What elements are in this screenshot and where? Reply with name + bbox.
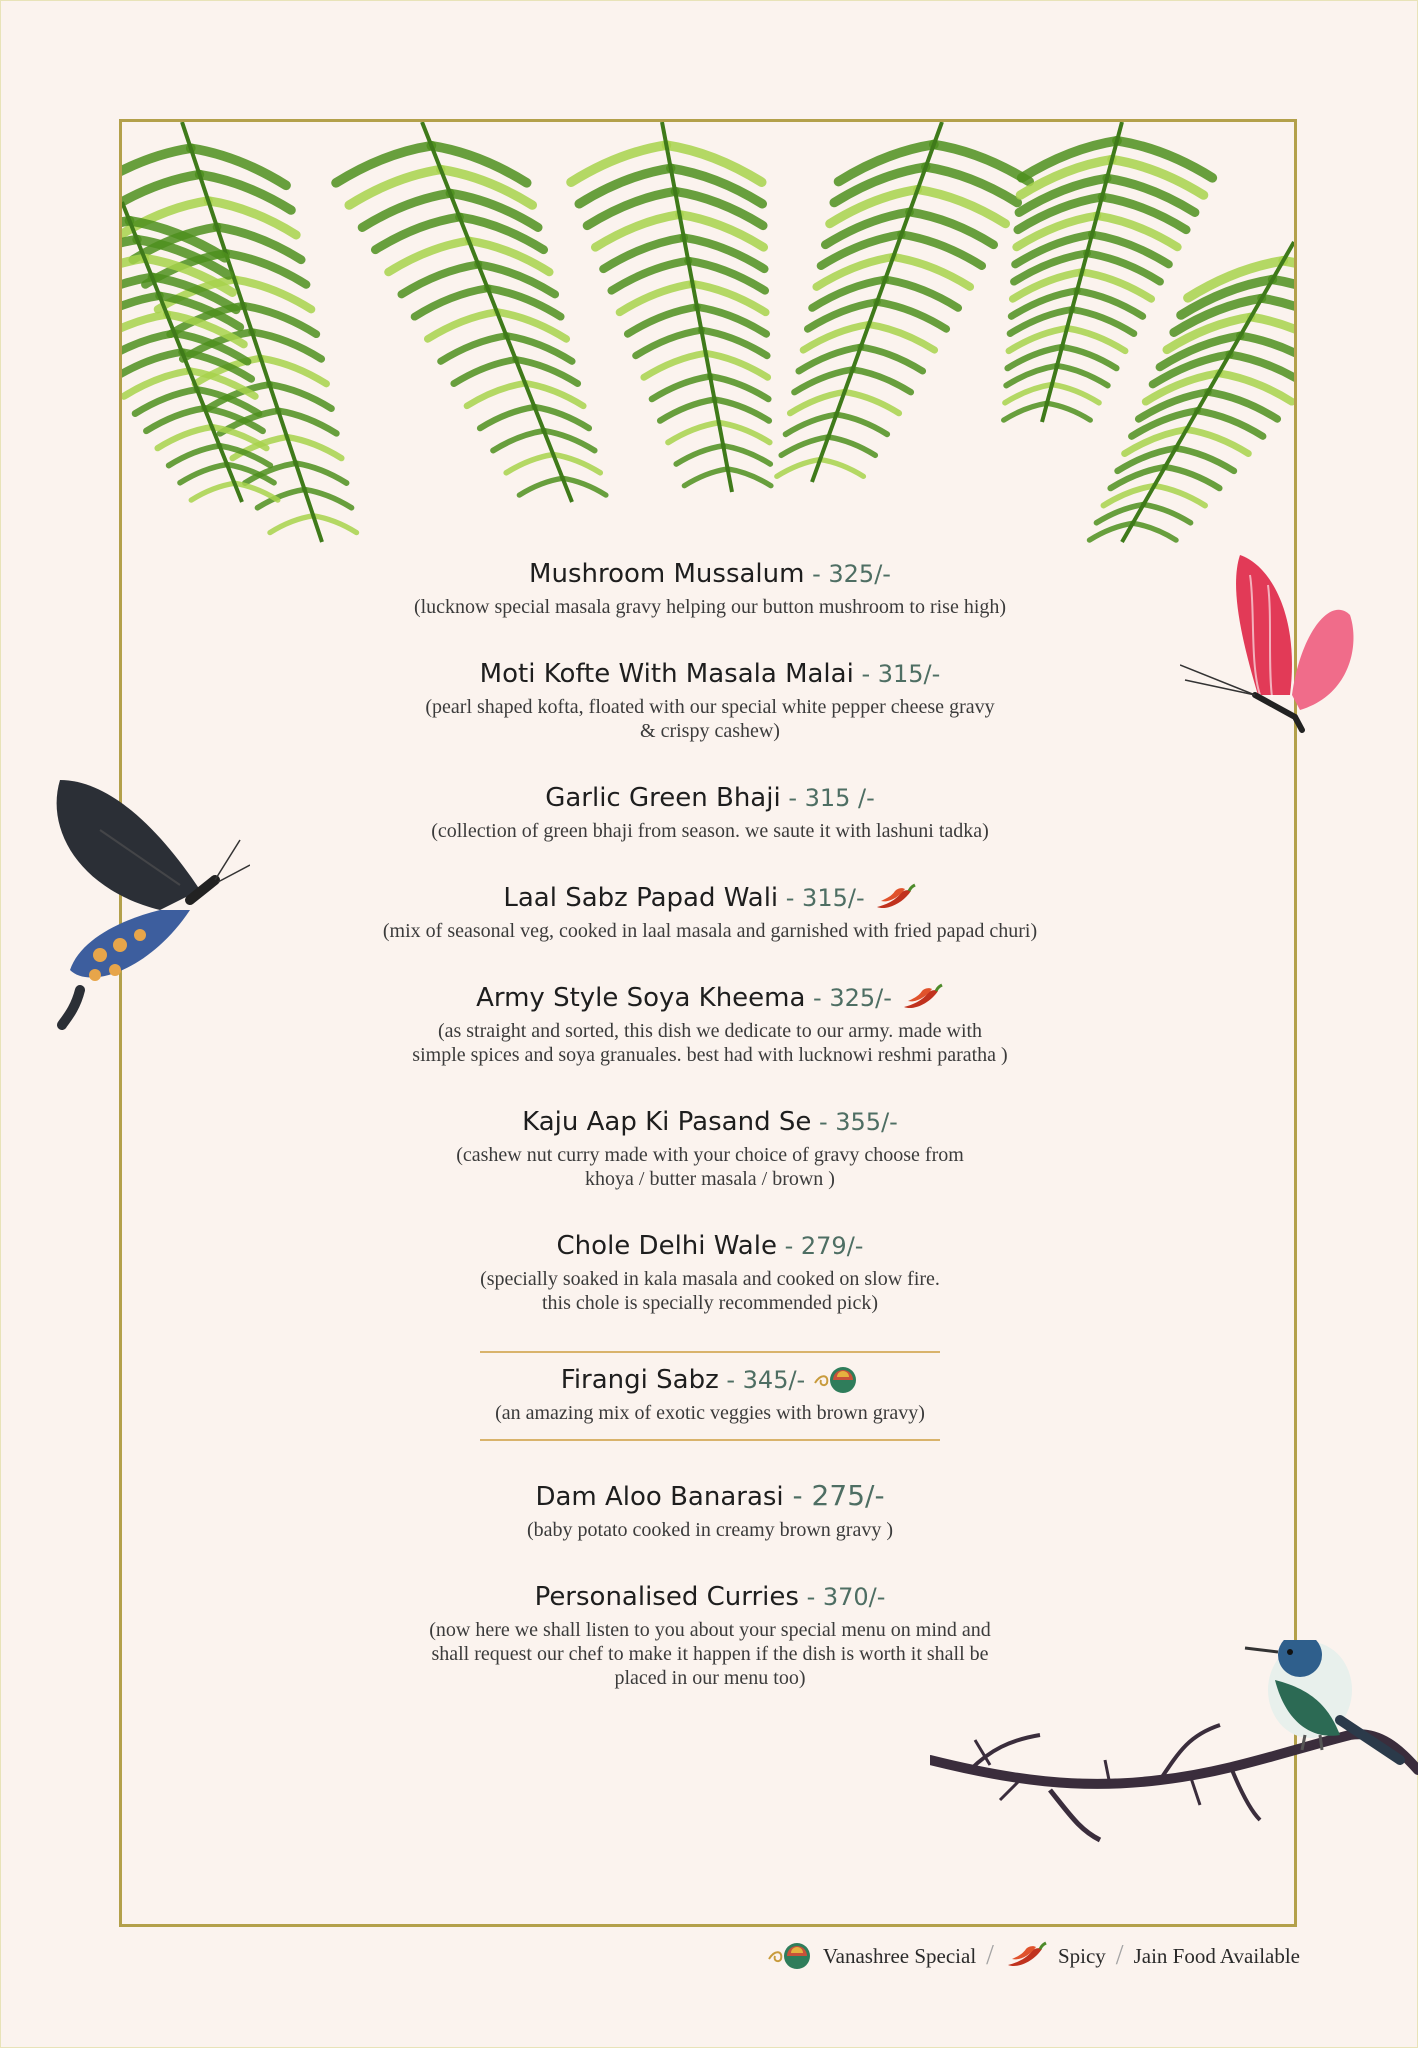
- menu-item-special: [480, 1361, 940, 1425]
- menu-item: [300, 979, 1120, 1067]
- palm-frond: [336, 122, 606, 502]
- item-description: (an amazing mix of exotic veggies with brown gravy): [495, 1402, 925, 1424]
- item-name: Army Style Soya Kheema: [476, 983, 806, 1013]
- item-name: Dam Aloo Banarasi: [535, 1482, 784, 1512]
- legend-separator: /: [1115, 1940, 1124, 1971]
- menu-item: [300, 1103, 1120, 1191]
- menu-item: [300, 655, 1120, 743]
- palm-frond: [1089, 242, 1294, 542]
- item-price: - 279/-: [776, 1232, 864, 1260]
- legend-separator: /: [986, 1940, 994, 1971]
- menu-item: [300, 1578, 1120, 1690]
- menu-item: [300, 1477, 1120, 1542]
- chili-pepper-icon: [900, 983, 944, 1013]
- legend: [767, 1940, 1300, 1972]
- legend-jain-label: Jain Food Available: [1133, 1943, 1300, 1968]
- item-name: Laal Sabz Papad Wali: [503, 883, 779, 913]
- vanashree-leaf-icon: [813, 1365, 859, 1395]
- menu-item: [300, 779, 1120, 843]
- item-price: - 355/-: [811, 1108, 898, 1136]
- palm-frond: [571, 122, 771, 492]
- vanashree-leaf-icon: [767, 1941, 813, 1971]
- palm-frond: [122, 202, 278, 502]
- palm-frond: [1004, 122, 1213, 422]
- item-price: - 315/-: [778, 884, 865, 912]
- item-description: (collection of green bhaji from season. we saute it with lashuni tadka): [431, 820, 989, 842]
- blue-butterfly-illustration: [40, 770, 250, 1030]
- item-description: (baby potato cooked in creamy brown gravy ): [527, 1519, 893, 1541]
- chili-pepper-icon: [1004, 1941, 1048, 1971]
- menu-item: [300, 1227, 1120, 1315]
- item-price: - 370/-: [798, 1583, 886, 1611]
- item-description: (mix of seasonal veg, cooked in laal masala and garnished with fried papad churi): [382, 920, 1038, 942]
- menu-list: [300, 555, 1120, 1726]
- chili-pepper-icon: [873, 883, 917, 913]
- palm-frond: [777, 122, 1029, 482]
- item-price: - 325/-: [804, 560, 891, 588]
- item-description: (cashew nut curry made with your choice of gravy choose from khoya / butter masala / brown ): [456, 1144, 964, 1190]
- item-name: Mushroom Mussalum: [529, 559, 805, 589]
- item-name: Moti Kofte With Masala Malai: [479, 659, 854, 689]
- item-price: - 315 /-: [780, 784, 875, 812]
- palm-frond: [122, 122, 357, 542]
- item-name: Chole Delhi Wale: [556, 1231, 777, 1261]
- item-price: - 345/-: [718, 1366, 806, 1394]
- item-description: (lucknow special masala gravy helping our button mushroom to rise high): [413, 596, 1007, 618]
- item-price: - 315/-: [853, 660, 941, 688]
- item-name: Firangi Sabz: [560, 1365, 719, 1395]
- legend-spicy-label: Spicy: [1057, 1943, 1106, 1968]
- item-name: Kaju Aap Ki Pasand Se: [522, 1107, 812, 1137]
- item-description: (pearl shaped kofta, floated with our special white pepper cheese gravy & crispy cashew): [425, 696, 995, 742]
- item-description: (as straight and sorted, this dish we dedicate to our army. made with simple spices and soya granuales. best had with lucknowi reshmi paratha ): [412, 1020, 1008, 1066]
- item-price: - 275/-: [783, 1479, 885, 1512]
- legend-special-label: Vanashree Special: [822, 1943, 977, 1968]
- special-item-highlight: [480, 1351, 940, 1441]
- item-price: - 325/-: [805, 984, 892, 1012]
- item-description: (now here we shall listen to you about your special menu on mind and shall request our chef to make it happen if the dish is worth it shall be placed in our menu too): [429, 1619, 991, 1689]
- palm-leaves-decoration: [122, 122, 1294, 562]
- item-description: (specially soaked in kala masala and cooked on slow fire. this chole is specially recommended pick): [480, 1268, 940, 1314]
- pink-butterfly-illustration: [1180, 545, 1370, 745]
- menu-item: [300, 879, 1120, 943]
- item-name: Garlic Green Bhaji: [545, 783, 781, 813]
- menu-item: [300, 555, 1120, 619]
- item-name: Personalised Curries: [534, 1582, 799, 1612]
